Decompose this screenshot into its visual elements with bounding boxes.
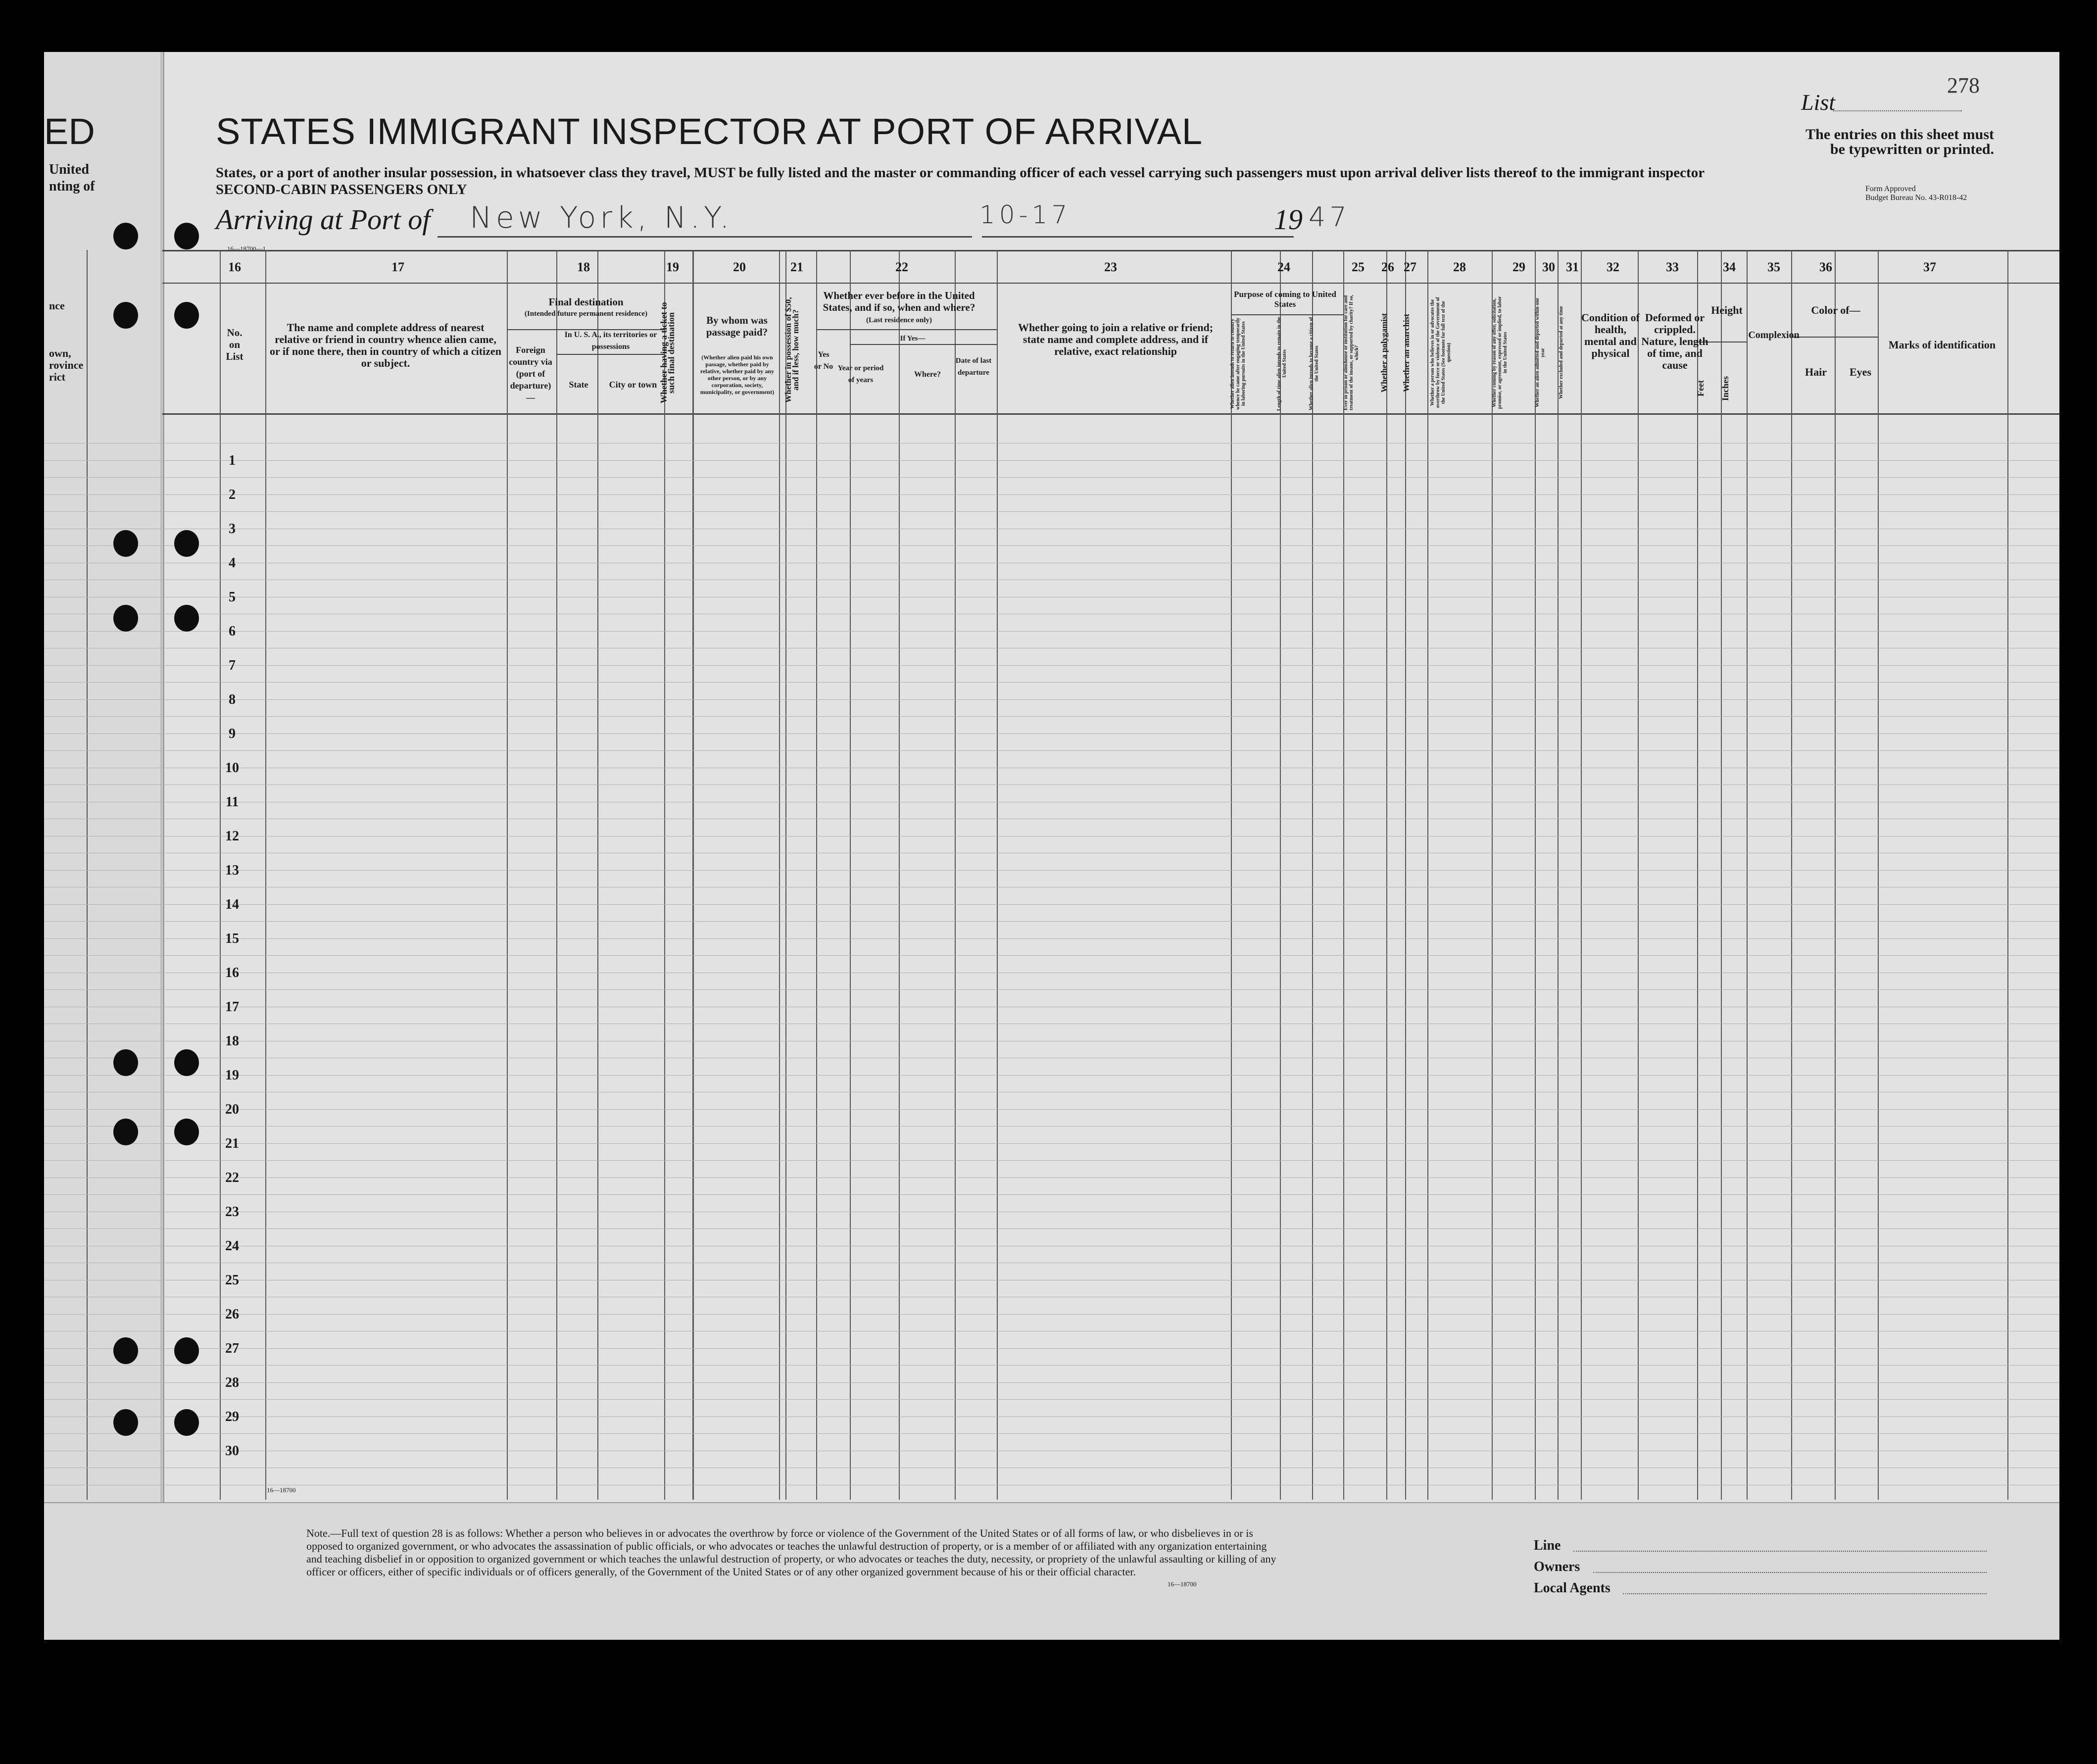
col-22-sub: (Last residence only): [866, 316, 932, 324]
left-title-fragment: ED: [44, 111, 95, 152]
col-37-header: Marks of identification: [1888, 339, 1996, 351]
col-19-header: Whether having a ticket to such final destination: [659, 302, 676, 403]
column-rule: [1427, 250, 1428, 1500]
col-30-number: 30: [1542, 260, 1555, 274]
list-label: List: [1801, 90, 1836, 115]
col-28-number: 28: [1453, 260, 1466, 274]
row-number: 11: [225, 794, 239, 810]
col-36-number: 36: [1819, 260, 1832, 274]
column-rule: [997, 250, 998, 1500]
row-number: 30: [225, 1443, 239, 1459]
row-number: 3: [229, 521, 236, 537]
arriving-label: Arriving at Port of: [216, 203, 431, 236]
col-33-header: Deformed or crippled. Nature, length of time, and cause: [1641, 311, 1708, 371]
row-number: 1: [229, 453, 236, 468]
ruled-line: [44, 1126, 2059, 1127]
left-line-2: nting of: [49, 179, 95, 194]
column-rule: [785, 250, 786, 1500]
column-rule: [1405, 250, 1406, 1500]
col-29-header: Whether coming by reason of any offer, solicitation, promise, or agreement, expressed or implied, to labor in the United States: [1492, 296, 1508, 409]
left-line-1: United: [49, 162, 89, 177]
ruled-line: [44, 1228, 2059, 1229]
page-fold: [160, 52, 162, 1640]
ruled-line: [44, 750, 2059, 751]
row-number: 27: [225, 1341, 239, 1356]
ruled-line: [44, 955, 2059, 956]
local-agents-underline: [1623, 1593, 1987, 1594]
col-16-number: 16: [228, 260, 241, 274]
col-37-number: 37: [1923, 260, 1936, 274]
row-number: 16: [225, 965, 239, 980]
header-rule-top: [162, 250, 2059, 251]
col-28-header: Whether a person who believes in or advocates the overthrow by force or violence of the Government of the United States (See footnote for full text of the question): [1430, 297, 1452, 408]
ruled-line: [44, 460, 2059, 461]
punch-hole: [113, 302, 138, 329]
subheader-rule: [816, 329, 997, 330]
column-rule: [693, 250, 694, 1500]
col-19-number: 19: [666, 260, 679, 274]
punch-hole: [113, 1119, 138, 1145]
form-approved-line-2: Budget Bureau No. 43-R018-42: [1865, 194, 1967, 202]
column-rule: [1581, 250, 1582, 1500]
punch-hole: [113, 223, 138, 249]
col-25-number: 25: [1352, 260, 1365, 274]
row-number: 13: [225, 863, 239, 878]
column-rule: [1386, 250, 1387, 1500]
col-17-number: 17: [391, 260, 404, 274]
left-label-2: own,: [49, 347, 71, 359]
entries-note-line-1: The entries on this sheet must: [1805, 126, 1994, 143]
subheader-rule: [1231, 314, 1343, 315]
year-prefix: 19: [1274, 203, 1303, 236]
punch-hole: [174, 1337, 199, 1364]
row-number: 6: [229, 624, 236, 639]
left-page-flap: [44, 52, 164, 1640]
list-underline: [1833, 110, 1962, 111]
ruled-line: [44, 1314, 2059, 1315]
row-number: 19: [225, 1068, 239, 1083]
column-rule: [1535, 250, 1536, 1500]
row-number: 29: [225, 1409, 239, 1424]
col-21-number: 21: [790, 260, 803, 274]
col-23-header: Whether going to join a relative or friend; state name and complete address, and if relative, exact relationship: [1018, 321, 1214, 357]
col-33-number: 33: [1666, 260, 1679, 274]
column-rule: [1878, 250, 1879, 1500]
punch-hole: [174, 605, 199, 632]
col-34-header: Height: [1711, 304, 1743, 316]
col-27-number: 27: [1404, 260, 1416, 274]
column-rule: [265, 250, 266, 1500]
col-24-number: 24: [1277, 260, 1290, 274]
column-rule: [1231, 250, 1232, 1500]
col-22-where: Where?: [914, 370, 941, 379]
col-21-header: Whether in possession of $50, and if less, how much?: [783, 297, 800, 403]
column-rule: [850, 250, 851, 1500]
row-number: 5: [229, 589, 236, 605]
subheader-rule: [1791, 337, 1878, 338]
col-29-number: 29: [1512, 260, 1525, 274]
date-handwritten: 10-17: [979, 200, 1072, 229]
column-rule: [1312, 250, 1313, 1500]
col-24-c: Whether alien intends to become a citizen of the United States: [1309, 317, 1319, 411]
col-18-state: State: [569, 380, 588, 390]
column-rule: [664, 250, 665, 1500]
manifest-sheet: [44, 52, 2059, 1640]
punch-hole: [113, 1049, 138, 1076]
year-handwritten: 47: [1309, 201, 1351, 233]
ruled-line: [44, 784, 2059, 785]
column-rule: [87, 250, 88, 1500]
row-number: 21: [225, 1136, 239, 1151]
punch-hole: [174, 302, 199, 329]
row-number: 2: [229, 487, 236, 502]
column-rule: [597, 250, 598, 1500]
row-number: 9: [229, 726, 236, 741]
page-title: STATES IMMIGRANT INSPECTOR AT PORT OF ARRIVAL: [216, 111, 1203, 152]
col-32-number: 32: [1607, 260, 1619, 274]
column-rule: [779, 250, 780, 1500]
column-rule: [1558, 250, 1559, 1500]
col-23-number: 23: [1104, 260, 1117, 274]
col-18-usa: In U. S. A., its territories or possessions: [564, 331, 657, 351]
row-number: 17: [225, 999, 239, 1015]
col-36-eyes: Eyes: [1850, 366, 1871, 378]
column-rule: [1638, 250, 1639, 1500]
footnote-question-28: Note.—Full text of question 28 is as follows: Whether a person who believes in or advocates the overthrow by force or violence of the Government of the United States or of all forms of law, or who disbelieves in or is opposed to organized government, or who advocates the assassination of public officials, or who advocates or teaches the unlawful destruction of property, or is a member of or affiliated with any organization entertaining and teaching disbelief in or opposition to organized government or which teaches the unlawful destruction of property, or who advocates or teaches the duty, necessity, or propriety of the unlawful assaulting or killing of any officer or officers, either of specific individuals or of officers generally, of the Government of the United States or of any other organized government because of his or their official character.: [306, 1527, 1276, 1578]
col-18-sub: (Intended future permanent residence): [524, 310, 648, 318]
ruled-line: [44, 1194, 2059, 1195]
column-rule: [1280, 250, 1281, 1500]
row-number: 10: [225, 760, 239, 776]
left-label-4: rict: [49, 371, 65, 383]
header-rule-numbers: [162, 283, 2059, 284]
col-24-a: Whether alien intends to return to country whence he came after engaging temporarily in laboring pursuits in the United States: [1230, 317, 1246, 410]
ruled-line: [44, 682, 2059, 683]
ruled-line: [44, 921, 2059, 922]
col-34-feet: Feet: [1696, 380, 1706, 397]
column-rule: [556, 250, 557, 1500]
ruled-line: [44, 1433, 2059, 1434]
ruled-line: [44, 699, 2059, 700]
row-number: 22: [225, 1170, 239, 1185]
entries-note: [1747, 127, 1994, 157]
col-18-header: Final destination: [548, 296, 624, 308]
row-number: 15: [225, 931, 239, 946]
col-32-header: Condition of health, mental and physical: [1581, 311, 1640, 359]
form-code-bottom: 16—18700: [267, 1486, 296, 1494]
ruled-line: [44, 1109, 2059, 1110]
column-rule: [1492, 250, 1493, 1500]
entries-note-line-2: be typewritten or printed.: [1830, 141, 1994, 157]
form-approved-line-1: Form Approved: [1865, 185, 1916, 193]
line-label: Line: [1534, 1538, 1561, 1553]
punch-hole: [174, 530, 199, 557]
col-20-sub: (Whether alien paid his own passage, whether paid by relative, whether paid by any other person, or by any corporation, society, municipality, or government): [700, 354, 775, 395]
port-underline: [438, 236, 972, 238]
punch-hole: [113, 1337, 138, 1364]
column-rule: [2007, 250, 2008, 1500]
header-rule-bottom: [162, 413, 2059, 415]
column-rule: [955, 250, 956, 1500]
col-18-foreign: Foreign country via (port of departure)—: [509, 345, 552, 402]
ruled-line: [44, 1399, 2059, 1400]
ruled-line: [44, 989, 2059, 990]
column-rule: [507, 250, 508, 1500]
line-underline: [1573, 1551, 1987, 1552]
ruled-line: [44, 1160, 2059, 1161]
col-22-yesno: Yes or No: [814, 350, 833, 371]
col-26-header: Whether a polygamist: [1379, 313, 1389, 392]
row-number: 28: [225, 1375, 239, 1390]
ruled-line: [44, 545, 2059, 546]
column-rule: [899, 250, 900, 1500]
punch-hole: [174, 1409, 199, 1436]
col-22-header: Whether ever before in the United States, and if so, when and where?: [823, 290, 975, 313]
col-16-header: No. on List: [226, 327, 244, 362]
col-26-number: 26: [1381, 260, 1394, 274]
row-number: 26: [225, 1307, 239, 1322]
ruled-line: [44, 904, 2059, 905]
col-18-number: 18: [577, 260, 590, 274]
col-35-header: Complexion: [1748, 330, 1800, 341]
col-34-number: 34: [1723, 260, 1736, 274]
col-31-header: Whether excluded and deported at any time: [1559, 306, 1564, 399]
column-rule: [816, 250, 817, 1500]
row-number: 7: [229, 658, 236, 673]
ruled-line: [44, 1177, 2059, 1178]
column-rule: [1835, 250, 1836, 1500]
local-agents-label: Local Agents: [1534, 1580, 1610, 1596]
ruled-line: [44, 870, 2059, 871]
col-35-number: 35: [1767, 260, 1780, 274]
row-number: 24: [225, 1238, 239, 1254]
row-number: 25: [225, 1273, 239, 1288]
col-24-b: Length of time alien intends to remain in the United States: [1276, 317, 1287, 411]
subtitle-class: SECOND-CABIN PASSENGERS ONLY: [216, 182, 467, 197]
punch-hole: [174, 1049, 199, 1076]
column-rule: [1697, 250, 1698, 1500]
col-22-year: Year or period of years: [837, 364, 884, 384]
ruled-line: [44, 477, 2059, 478]
column-rule: [1343, 250, 1344, 1500]
punch-hole: [174, 1119, 199, 1145]
row-number: 20: [225, 1102, 239, 1117]
col-27-header: Whether an anarchist: [1402, 313, 1411, 392]
column-rule: [1721, 250, 1722, 1500]
ruled-line: [44, 665, 2059, 666]
ruled-line: [44, 1382, 2059, 1383]
col-24-header: Purpose of coming to United States: [1234, 290, 1336, 309]
ruled-line: [44, 716, 2059, 717]
list-number: 278: [1947, 73, 1980, 98]
form-code-note: 16—18700: [1168, 1580, 1197, 1588]
port-handwritten: New York, N.Y.: [470, 200, 733, 235]
owners-label: Owners: [1534, 1559, 1580, 1574]
subheader-rule: [556, 354, 664, 355]
ruled-line: [44, 1365, 2059, 1366]
owners-underline: [1593, 1572, 1987, 1573]
row-number: 18: [225, 1033, 239, 1049]
ruled-line: [44, 1075, 2059, 1076]
col-22-date: Date of last departure: [955, 357, 992, 377]
col-17-header: The name and complete address of nearest relative or friend in country whence alien came, or if none there, then in country of which a citizen or subject.: [270, 321, 501, 369]
form-approved: [1865, 185, 2014, 202]
ruled-line: [44, 938, 2059, 939]
ruled-line: [44, 494, 2059, 495]
col-22-number: 22: [895, 260, 908, 274]
col-31-number: 31: [1566, 260, 1579, 274]
subtitle-instructions: States, or a port of another insular possession, in whatsoever class they travel, MUST be fully listed and the master or commanding officer of each vessel carrying such passengers must upon arrival deliver lists thereof to the immigrant inspector: [216, 165, 1705, 181]
left-label-3: rovince: [49, 359, 84, 371]
ruled-line: [44, 631, 2059, 632]
column-rule: [1747, 250, 1748, 1500]
ruled-line: [44, 511, 2059, 512]
row-number: 14: [225, 897, 239, 912]
form-code-top: 16—18700—1: [227, 245, 266, 252]
row-number: 8: [229, 692, 236, 707]
col-25-header: Ever in prison or almshouse or institution for care and treatment of the insane, or supported by charity? If so, which?: [1343, 294, 1360, 411]
left-label-1: nce: [49, 299, 65, 312]
row-number: 4: [229, 555, 236, 571]
col-20-number: 20: [733, 260, 746, 274]
punch-hole: [113, 605, 138, 632]
col-34-inches: Inches: [1720, 376, 1730, 401]
punch-hole: [113, 530, 138, 557]
row-number: 23: [225, 1204, 239, 1220]
punch-hole: [174, 223, 199, 249]
date-underline: [982, 236, 1294, 238]
col-22-ifyes: If Yes—: [900, 335, 926, 343]
col-30-header: Whether an alien admitted and deported within one year: [1535, 297, 1546, 408]
ruled-line: [44, 1143, 2059, 1144]
row-number: 12: [225, 829, 239, 844]
col-20-header: By whom was passage paid?: [706, 314, 768, 338]
col-36-header: Color of—: [1811, 304, 1860, 316]
ruled-line: [44, 1348, 2059, 1349]
col-18-city: City or town: [609, 380, 657, 390]
col-36-hair: Hair: [1805, 366, 1827, 378]
column-rule: [1791, 250, 1792, 1500]
punch-hole: [113, 1409, 138, 1436]
